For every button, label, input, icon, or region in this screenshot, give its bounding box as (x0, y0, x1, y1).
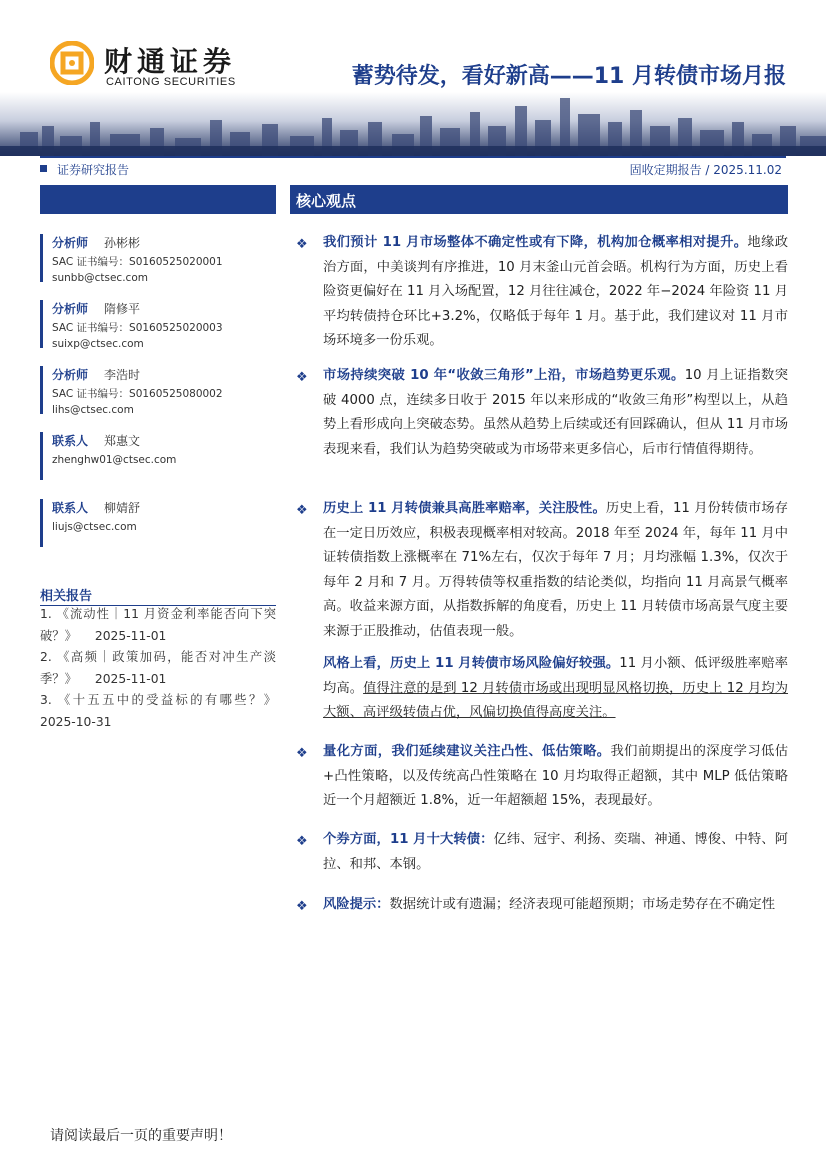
analyst-role: 分析师 (52, 368, 89, 382)
viewpoint-1 (323, 231, 788, 354)
viewpoint-5 (323, 828, 788, 877)
viewpoint-2-body: 10 月上证指数突破 4000 点，连续多日收于 2015 年以来形成的“收敛三角形”构型以上，从趋势上看形成向上突破态势。虽然从趋势上后续或还有回踩确认，但从 11 月市场表现来看，我们认为趋势突破或为市场带来更多信心，后市行情值得期待。 (323, 368, 788, 457)
viewpoint-4-body: 我们前期提出的深度学习低估+凸性策略，以及传统高凸性策略在 10 月均取得正超额，其中 MLP 低估策略近一个月超额近 1.8%，近一年超额超 15%，表现最好。 (323, 744, 789, 808)
contact-name: 郑惠文 (104, 434, 141, 448)
related-reports-title: 相关报告 (40, 589, 93, 604)
header-rule (40, 156, 786, 158)
diamond-bullet-icon: ❖ (296, 503, 308, 518)
related-report-title: 3. 《十五五中的受益标的有哪些？》 (40, 693, 276, 707)
analyst-name: 孙彬彬 (104, 236, 141, 250)
related-report-item[interactable] (40, 690, 276, 733)
viewpoint-3-body: 历史上看，11 月份转债市场存在一定日历效应，积极表现概率相对较高。2018 年至 2024 年，每年 11 月中证转债指数上涨概率在 71%左右，仅次于每年 7 月；月均涨幅 1.3%，仅次于每年 2 月和 7 月。万得转债等权重指数的结论类似，均指向 11 月高景气概率高。收益来源方面，从指数拆解的角度看，历史上 11 月转债市场高景气度主要来源于正股推动，估值表现一般。 (323, 501, 788, 639)
diamond-bullet-icon: ❖ (296, 370, 308, 385)
contact-role: 联系人 (52, 434, 89, 448)
viewpoint-4 (323, 740, 788, 814)
related-reports-list (40, 604, 276, 733)
contact-card (40, 432, 279, 480)
analyst-email[interactable]: suixp@ctsec.com (52, 338, 144, 350)
viewpoint-1-head: 我们预计 11 月市场整体不确定性或有下降，机构加仓概率相对提升。 (323, 235, 748, 250)
related-report-title-cont: 破？》 (40, 628, 77, 643)
report-type-label: 证券研究报告 (57, 163, 130, 177)
analyst-sac: SAC 证书编号：S0160525020001 (52, 256, 223, 268)
square-bullet-icon (40, 165, 47, 172)
related-report-title-cont: 季？》 (40, 671, 77, 686)
related-report-date: 2025-10-31 (40, 714, 112, 729)
city-skyline-banner (0, 92, 826, 156)
related-report-title: 1. 《流动性｜11 月资金利率能否向下突 (40, 607, 276, 621)
contact-email[interactable]: zhenghw01@ctsec.com (52, 454, 177, 466)
analyst-email[interactable]: sunbb@ctsec.com (52, 272, 148, 284)
contact-name: 柳婧舒 (104, 501, 141, 515)
viewpoint-6-head: 风险提示： (323, 897, 390, 912)
logo-cn-text: 财通证券 (104, 45, 237, 78)
footer-disclaimer-note: 请阅读最后一页的重要声明！ (50, 1128, 232, 1144)
related-report-item[interactable] (40, 604, 276, 647)
diamond-bullet-icon: ❖ (296, 899, 308, 914)
report-title: 蓄势待发，看好新高——11 月转债市场月报 (351, 64, 786, 89)
viewpoint-3b-underlined: 值得注意的是到 12 月转债市场或出现明显风格切换，历史上 12 月均为大额、高评级转债占优，风偏切换值得高度关注。 (323, 680, 789, 720)
analyst-role: 分析师 (52, 302, 89, 316)
core-header-bar (290, 185, 788, 214)
viewpoint-3 (323, 497, 788, 644)
analyst-card (40, 366, 279, 414)
viewpoint-3b (323, 652, 788, 726)
diamond-bullet-icon: ❖ (296, 237, 308, 252)
analyst-email[interactable]: lihs@ctsec.com (52, 404, 134, 416)
diamond-bullet-icon: ❖ (296, 746, 308, 761)
contact-role: 联系人 (52, 501, 89, 515)
viewpoint-3-head: 历史上 11 月转债兼具高胜率赔率，关注股性。 (323, 501, 606, 516)
core-title: 核心观点 (296, 192, 357, 210)
logo-en-text: CAITONG SECURITIES (106, 76, 236, 88)
related-report-date: 2025-11-01 (94, 628, 167, 643)
related-report-item[interactable] (40, 647, 276, 690)
analyst-sac: SAC 证书编号：S0160525020003 (52, 322, 223, 334)
viewpoint-2 (323, 364, 788, 462)
analyst-name: 隋修平 (104, 302, 141, 316)
diamond-bullet-icon: ❖ (296, 834, 308, 849)
related-report-title: 2. 《高频｜政策加码，能否对冲生产淡 (40, 650, 276, 664)
viewpoint-2-head: 市场持续突破 10 年“收敛三角形”上沿，市场趋势更乐观。 (323, 368, 685, 383)
analyst-name: 李浩时 (104, 368, 141, 382)
analyst-card (40, 234, 279, 282)
contact-card (40, 499, 279, 547)
viewpoint-5-body: 亿纬、冠宇、利扬、奕瑞、神通、博俊、中特、阿拉、和邦、本钢。 (323, 832, 788, 872)
analyst-sac: SAC 证书编号：S0160525080002 (52, 388, 223, 400)
analyst-role: 分析师 (52, 236, 89, 250)
contact-email[interactable]: liujs@ctsec.com (52, 521, 137, 533)
viewpoint-3b-body: 11 月小额、低评级胜率赔率均高。 (323, 656, 789, 696)
sidebar-header-bar (40, 185, 276, 214)
related-report-date: 2025-11-01 (94, 671, 167, 686)
analyst-card (40, 300, 279, 348)
viewpoint-3b-head: 风格上看，历史上 11 月转债市场风险偏好较强。 (323, 656, 620, 671)
viewpoint-1-body: 地缘政治方面，中美谈判有序推进，10 月末釜山元首会晤。机构行为方面，历史上看险资更偏好在 11 月入场配置，12 月往往减仓，2022 年−2024 年险资 11 月平均转债持仓环比+3.2%，仅略低于每年 1 月。基于此，我们建议对 11 月市场环境多一份乐观。 (323, 235, 789, 348)
report-meta: 固收定期报告 / 2025.11.02 (629, 163, 782, 177)
viewpoint-4-head: 量化方面，我们延续建议关注凸性、低估策略。 (323, 744, 611, 759)
viewpoint-6-body: 数据统计或有遗漏；经济表现可能超预期；市场走势存在不确定性 (389, 897, 776, 912)
caitong-logo-icon (50, 41, 94, 85)
viewpoint-5-head: 个券方面，11 月十大转债： (323, 832, 494, 847)
report-type (40, 161, 129, 178)
viewpoint-6 (323, 893, 788, 918)
